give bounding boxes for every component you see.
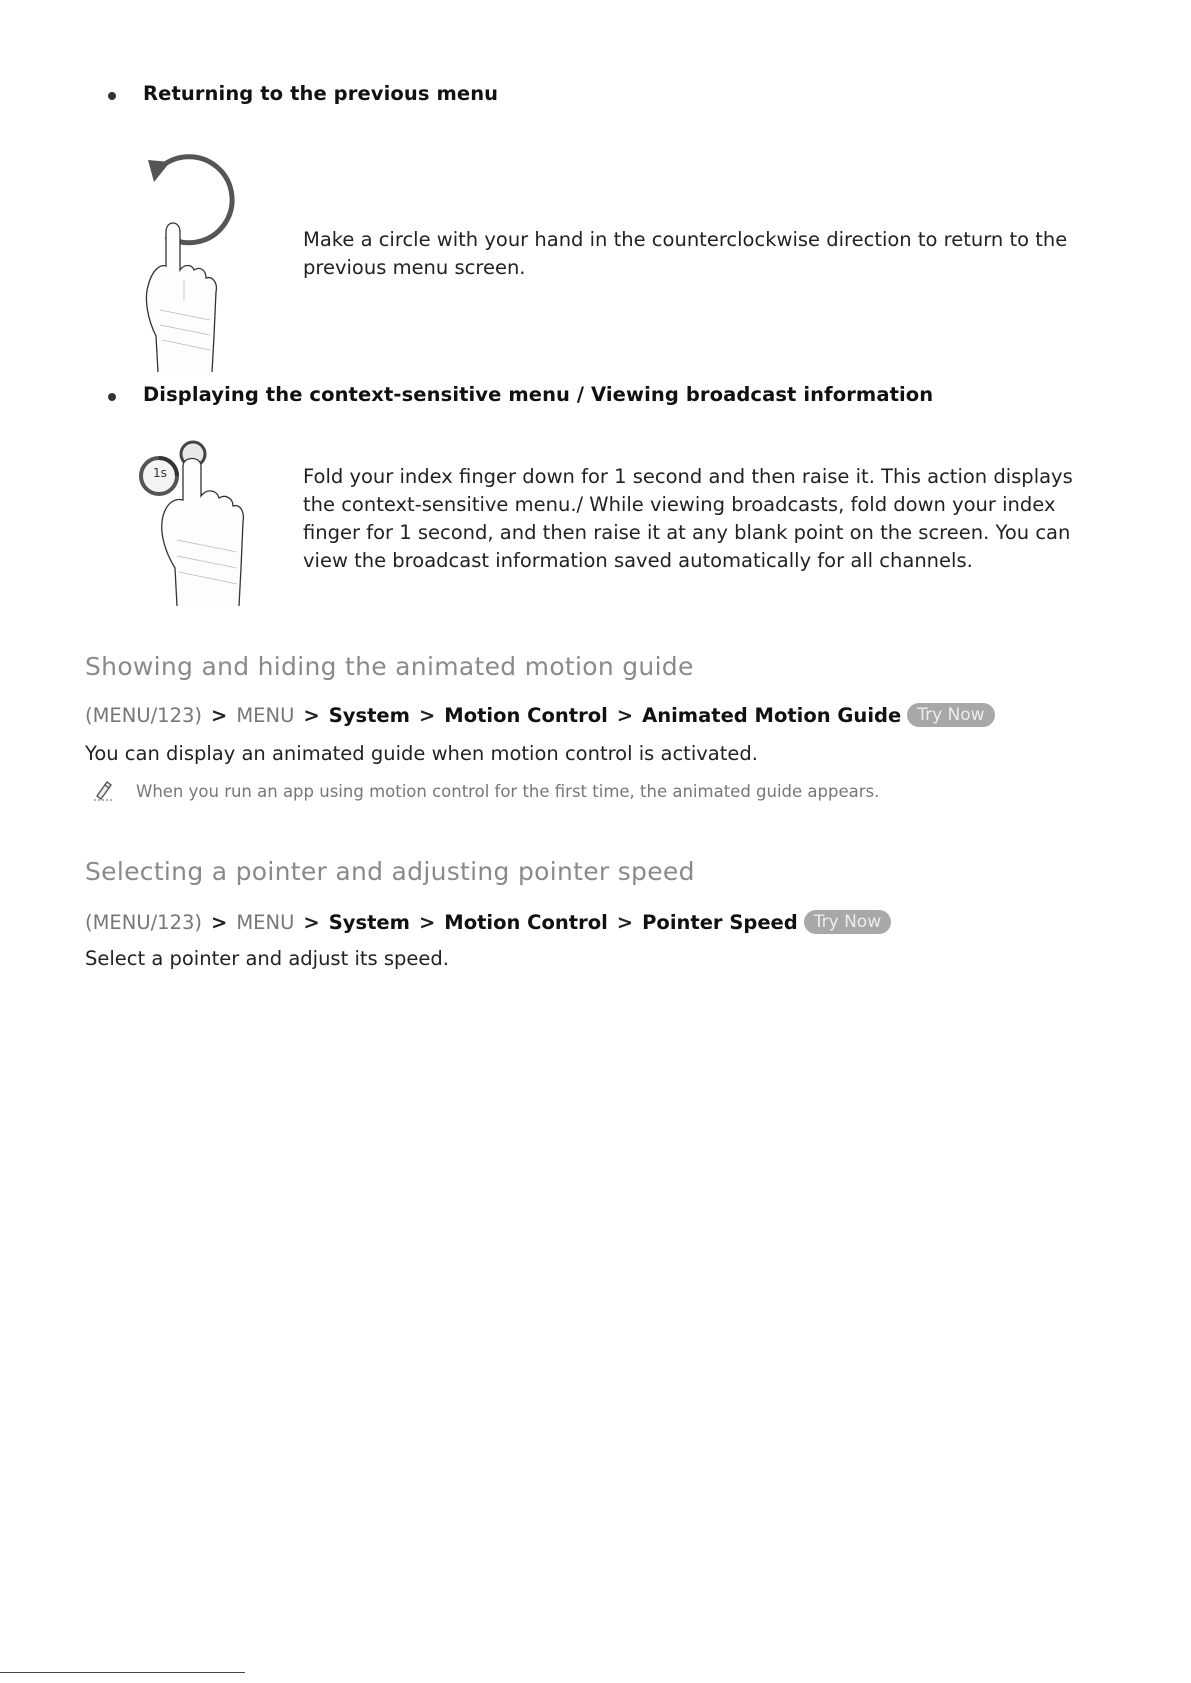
breadcrumb bbox=[85, 703, 995, 727]
breadcrumb-item[interactable]: System bbox=[328, 910, 410, 934]
breadcrumb-item[interactable]: MENU bbox=[236, 703, 295, 727]
hand-circle-counterclockwise-icon bbox=[140, 140, 250, 380]
section-note-animated-guide: When you run an app using motion control for the first time, the animated guide appears. bbox=[136, 782, 880, 801]
breadcrumb-separator: > bbox=[211, 703, 228, 727]
bullet-dot bbox=[108, 393, 116, 401]
breadcrumb-item[interactable]: Motion Control bbox=[444, 910, 608, 934]
breadcrumb-separator: > bbox=[616, 910, 634, 934]
bullet-heading-returning: Returning to the previous menu bbox=[143, 82, 499, 105]
section-body-pointer-speed: Select a pointer and adjust its speed. bbox=[85, 947, 449, 970]
bullet-description-context-menu: Fold your index finger down for 1 second and then raise it. This action displays the context-sensitive menu./ While viewing broadcasts, fold down your index finger for 1 second, and then raise it at any blank point on the screen. You can view the broadcast information saved automatically for all channels. bbox=[303, 465, 1073, 572]
breadcrumb-item[interactable]: Motion Control bbox=[444, 703, 608, 727]
breadcrumb-item[interactable]: Pointer Speed bbox=[642, 910, 798, 934]
footer-rule bbox=[0, 1672, 245, 1673]
breadcrumb-item[interactable]: Animated Motion Guide bbox=[642, 703, 902, 727]
breadcrumb-item[interactable]: MENU bbox=[236, 910, 295, 934]
breadcrumb-separator: > bbox=[211, 910, 228, 934]
try-now-button[interactable]: Try Now bbox=[907, 703, 994, 727]
breadcrumb-separator: > bbox=[303, 703, 320, 727]
breadcrumb bbox=[85, 910, 891, 934]
breadcrumb-separator: > bbox=[418, 910, 436, 934]
bullet-heading-context-menu: Displaying the context-sensitive menu / Viewing broadcast information bbox=[143, 383, 934, 406]
bullet-dot bbox=[108, 92, 116, 100]
bullet-description-returning: Make a circle with your hand in the counterclockwise direction to return to the previous menu screen. bbox=[303, 228, 1068, 279]
breadcrumb-item[interactable]: System bbox=[328, 703, 410, 727]
breadcrumb-separator: > bbox=[616, 703, 634, 727]
try-now-button[interactable]: Try Now bbox=[804, 910, 891, 934]
breadcrumb-item[interactable]: (MENU/123) bbox=[85, 703, 203, 727]
section-title-animated-guide: Showing and hiding the animated motion guide bbox=[85, 652, 694, 681]
section-title-pointer-speed: Selecting a pointer and adjusting pointer speed bbox=[85, 857, 695, 886]
section-body-animated-guide: You can display an animated guide when motion control is activated. bbox=[85, 742, 758, 765]
breadcrumb-separator: > bbox=[418, 703, 436, 727]
timer-label: 1s bbox=[153, 466, 167, 480]
breadcrumb-item[interactable]: (MENU/123) bbox=[85, 910, 203, 934]
breadcrumb-separator: > bbox=[303, 910, 320, 934]
pencil-note-icon bbox=[92, 777, 114, 801]
